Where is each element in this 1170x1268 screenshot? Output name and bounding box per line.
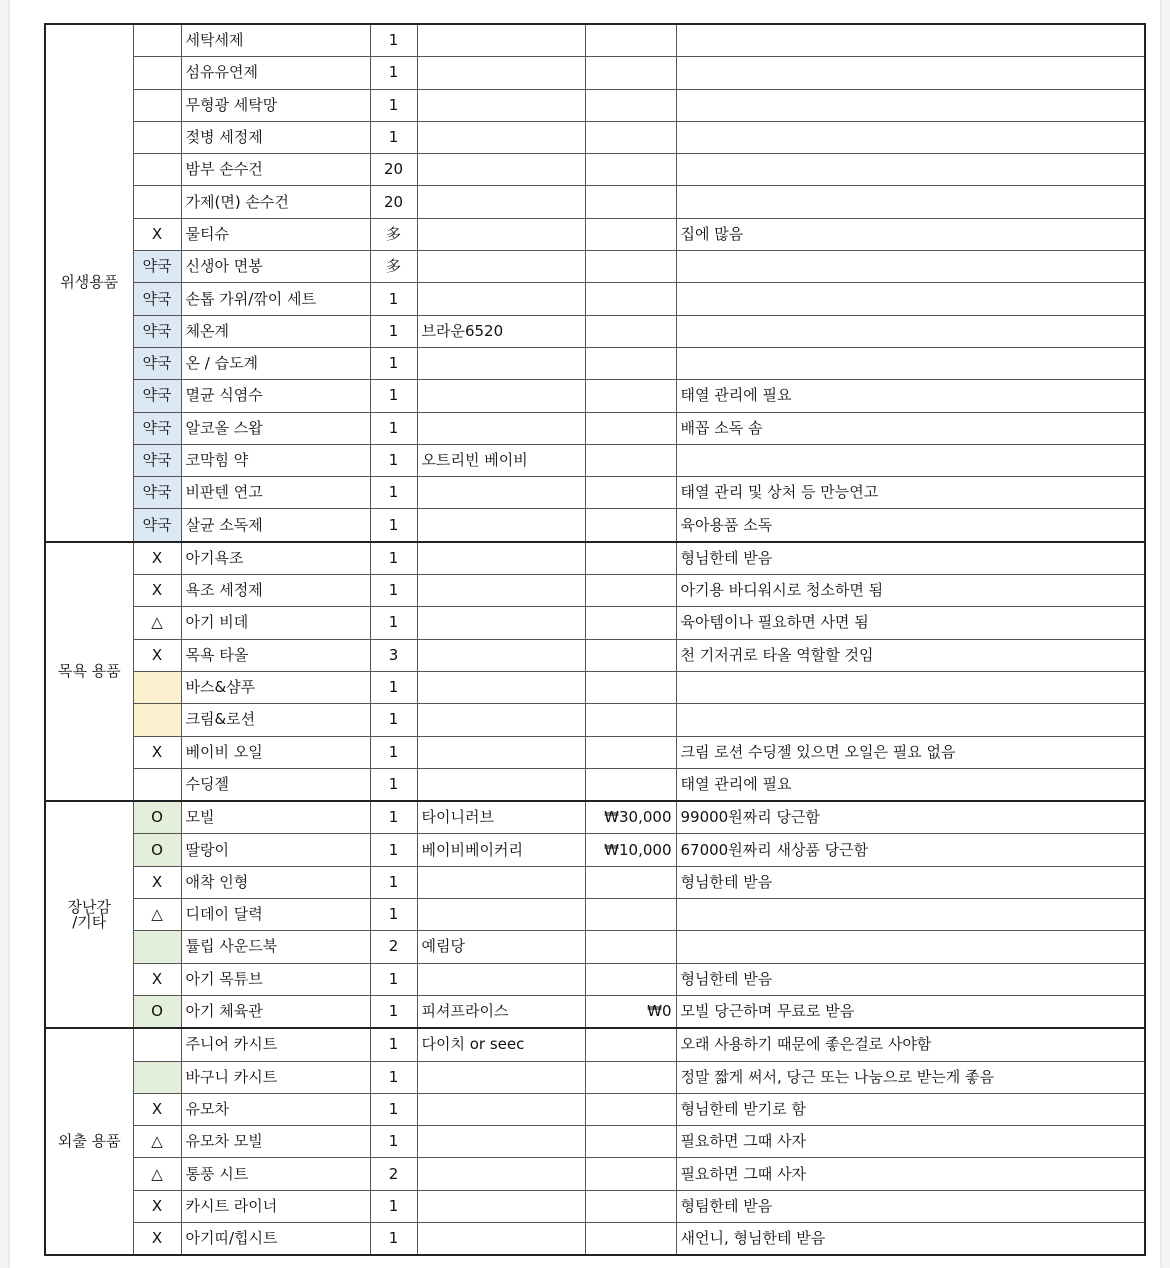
- table-row: [45, 283, 1145, 315]
- note-cell: [676, 24, 1145, 57]
- item-name-cell: 체온계: [181, 315, 370, 347]
- price-cell: [585, 575, 676, 607]
- item-name-cell: 통풍 시트: [181, 1158, 370, 1190]
- price-cell: [585, 899, 676, 931]
- table-row: [45, 57, 1145, 89]
- note-cell: [676, 347, 1145, 379]
- table-row: [45, 639, 1145, 671]
- item-name-cell: 아기 비데: [181, 607, 370, 639]
- note-cell: 형팀한테 받음: [676, 1190, 1145, 1222]
- price-cell: [585, 931, 676, 963]
- item-name-cell: 코막힘 약: [181, 444, 370, 476]
- price-cell: [585, 89, 676, 121]
- price-cell: [585, 671, 676, 703]
- status-mark-cell: 약국: [133, 315, 181, 347]
- price-cell: [585, 218, 676, 250]
- table-row: [45, 1222, 1145, 1255]
- quantity-cell: 1: [370, 899, 417, 931]
- brand-cell: [417, 899, 585, 931]
- brand-cell: [417, 1061, 585, 1093]
- status-mark-cell: [133, 89, 181, 121]
- price-cell: [585, 24, 676, 57]
- price-cell: [585, 121, 676, 153]
- item-name-cell: 가제(면) 손수건: [181, 186, 370, 218]
- item-name-cell: 아기띠/힙시트: [181, 1222, 370, 1255]
- note-cell: [676, 931, 1145, 963]
- note-cell: 아기용 바디워시로 청소하면 됨: [676, 575, 1145, 607]
- brand-cell: 예림당: [417, 931, 585, 963]
- brand-cell: [417, 1126, 585, 1158]
- category-cell: 장난감 /기타: [45, 801, 133, 1028]
- quantity-cell: 1: [370, 704, 417, 736]
- price-cell: [585, 1061, 676, 1093]
- table-row: [45, 963, 1145, 995]
- status-mark-cell: [133, 121, 181, 153]
- item-name-cell: 신생아 면봉: [181, 251, 370, 283]
- status-mark-cell: X: [133, 1190, 181, 1222]
- quantity-cell: 1: [370, 57, 417, 89]
- brand-cell: [417, 283, 585, 315]
- quantity-cell: 1: [370, 575, 417, 607]
- item-name-cell: 멸균 식염수: [181, 380, 370, 412]
- note-cell: [676, 154, 1145, 186]
- status-mark-cell: [133, 931, 181, 963]
- note-cell: [676, 315, 1145, 347]
- item-name-cell: 바스&샴푸: [181, 671, 370, 703]
- brand-cell: [417, 1093, 585, 1125]
- price-cell: [585, 1190, 676, 1222]
- status-mark-cell: X: [133, 639, 181, 671]
- item-name-cell: 비판텐 연고: [181, 477, 370, 509]
- item-name-cell: 살균 소독제: [181, 509, 370, 542]
- table-row: [45, 736, 1145, 768]
- brand-cell: [417, 347, 585, 379]
- price-cell: [585, 607, 676, 639]
- table-row: [45, 509, 1145, 542]
- quantity-cell: 1: [370, 607, 417, 639]
- brand-cell: [417, 186, 585, 218]
- quantity-cell: 1: [370, 801, 417, 834]
- quantity-cell: 3: [370, 639, 417, 671]
- status-mark-cell: 약국: [133, 380, 181, 412]
- status-mark-cell: 약국: [133, 477, 181, 509]
- item-name-cell: 무형광 세탁망: [181, 89, 370, 121]
- quantity-cell: 1: [370, 736, 417, 768]
- item-name-cell: 젖병 세정제: [181, 121, 370, 153]
- item-name-cell: 손톱 가위/깎이 세트: [181, 283, 370, 315]
- quantity-cell: 1: [370, 834, 417, 866]
- price-cell: [585, 444, 676, 476]
- note-cell: 67000원짜리 새상품 당근함: [676, 834, 1145, 866]
- quantity-cell: 1: [370, 768, 417, 801]
- brand-cell: 오트리빈 베이비: [417, 444, 585, 476]
- status-mark-cell: [133, 768, 181, 801]
- note-cell: 필요하면 그때 사자: [676, 1158, 1145, 1190]
- item-name-cell: 알코올 스왑: [181, 412, 370, 444]
- status-mark-cell: X: [133, 736, 181, 768]
- quantity-cell: 1: [370, 671, 417, 703]
- note-cell: 형님한테 받음: [676, 542, 1145, 575]
- status-mark-cell: X: [133, 866, 181, 898]
- item-name-cell: 유모차 모빌: [181, 1126, 370, 1158]
- price-cell: [585, 866, 676, 898]
- note-cell: 99000원짜리 당근함: [676, 801, 1145, 834]
- item-name-cell: 아기욕조: [181, 542, 370, 575]
- price-cell: [585, 154, 676, 186]
- note-cell: [676, 89, 1145, 121]
- status-mark-cell: X: [133, 1222, 181, 1255]
- note-cell: 새언니, 형님한테 받음: [676, 1222, 1145, 1255]
- note-cell: 모빌 당근하며 무료로 받음: [676, 995, 1145, 1028]
- price-cell: ₩30,000: [585, 801, 676, 834]
- table-row: [45, 186, 1145, 218]
- status-mark-cell: [133, 186, 181, 218]
- quantity-cell: 2: [370, 931, 417, 963]
- brand-cell: [417, 154, 585, 186]
- status-mark-cell: 약국: [133, 444, 181, 476]
- price-cell: [585, 1093, 676, 1125]
- note-cell: 형님한테 받음: [676, 963, 1145, 995]
- brand-cell: [417, 607, 585, 639]
- brand-cell: [417, 575, 585, 607]
- quantity-cell: 1: [370, 477, 417, 509]
- note-cell: 필요하면 그때 사자: [676, 1126, 1145, 1158]
- baby-items-table: [44, 23, 1146, 1256]
- table-row: [45, 801, 1145, 834]
- price-cell: [585, 412, 676, 444]
- status-mark-cell: △: [133, 607, 181, 639]
- status-mark-cell: O: [133, 801, 181, 834]
- quantity-cell: 20: [370, 154, 417, 186]
- item-name-cell: 디데이 달력: [181, 899, 370, 931]
- price-cell: [585, 963, 676, 995]
- table-row: [45, 477, 1145, 509]
- status-mark-cell: [133, 1028, 181, 1061]
- brand-cell: [417, 412, 585, 444]
- quantity-cell: 1: [370, 1028, 417, 1061]
- item-name-cell: 애착 인형: [181, 866, 370, 898]
- table-row: [45, 1126, 1145, 1158]
- status-mark-cell: X: [133, 1093, 181, 1125]
- table-row: [45, 24, 1145, 57]
- price-cell: [585, 542, 676, 575]
- price-cell: [585, 380, 676, 412]
- price-cell: [585, 704, 676, 736]
- table-row: [45, 671, 1145, 703]
- quantity-cell: 1: [370, 121, 417, 153]
- brand-cell: [417, 542, 585, 575]
- status-mark-cell: 약국: [133, 347, 181, 379]
- table-row: [45, 154, 1145, 186]
- quantity-cell: 1: [370, 89, 417, 121]
- item-name-cell: 유모차: [181, 1093, 370, 1125]
- table-row: [45, 347, 1145, 379]
- price-cell: [585, 186, 676, 218]
- table-row: [45, 251, 1145, 283]
- note-cell: 육아용품 소독: [676, 509, 1145, 542]
- price-cell: [585, 768, 676, 801]
- quantity-cell: 1: [370, 283, 417, 315]
- status-mark-cell: [133, 57, 181, 89]
- note-cell: 오래 사용하기 때문에 좋은걸로 사야함: [676, 1028, 1145, 1061]
- brand-cell: [417, 380, 585, 412]
- price-cell: [585, 639, 676, 671]
- quantity-cell: 1: [370, 347, 417, 379]
- note-cell: [676, 283, 1145, 315]
- quantity-cell: 1: [370, 412, 417, 444]
- brand-cell: [417, 24, 585, 57]
- quantity-cell: 多: [370, 251, 417, 283]
- brand-cell: 타이니러브: [417, 801, 585, 834]
- brand-cell: [417, 477, 585, 509]
- quantity-cell: 1: [370, 315, 417, 347]
- note-cell: 육아템이나 필요하면 사면 됨: [676, 607, 1145, 639]
- table-row: [45, 704, 1145, 736]
- brand-cell: [417, 768, 585, 801]
- item-name-cell: 수딩젤: [181, 768, 370, 801]
- price-cell: [585, 283, 676, 315]
- table-row: [45, 121, 1145, 153]
- quantity-cell: 1: [370, 963, 417, 995]
- table-row: [45, 1061, 1145, 1093]
- status-mark-cell: 약국: [133, 283, 181, 315]
- price-cell: [585, 509, 676, 542]
- quantity-cell: 1: [370, 1126, 417, 1158]
- quantity-cell: 1: [370, 542, 417, 575]
- brand-cell: 다이치 or seec: [417, 1028, 585, 1061]
- note-cell: 크림 로션 수딩젤 있으면 오일은 필요 없음: [676, 736, 1145, 768]
- note-cell: [676, 899, 1145, 931]
- status-mark-cell: △: [133, 899, 181, 931]
- note-cell: [676, 704, 1145, 736]
- quantity-cell: 1: [370, 509, 417, 542]
- item-name-cell: 주니어 카시트: [181, 1028, 370, 1061]
- price-cell: ₩10,000: [585, 834, 676, 866]
- note-cell: 태열 관리에 필요: [676, 380, 1145, 412]
- item-name-cell: 튤립 사운드북: [181, 931, 370, 963]
- brand-cell: [417, 509, 585, 542]
- quantity-cell: 1: [370, 1222, 417, 1255]
- brand-cell: 베이비베이커리: [417, 834, 585, 866]
- note-cell: 배꼽 소독 솜: [676, 412, 1145, 444]
- table-row: [45, 89, 1145, 121]
- item-name-cell: 아기 목튜브: [181, 963, 370, 995]
- item-name-cell: 온 / 습도계: [181, 347, 370, 379]
- quantity-cell: 1: [370, 444, 417, 476]
- price-cell: [585, 477, 676, 509]
- category-cell: 위생용품: [45, 24, 133, 542]
- spreadsheet-page: [10, 0, 1160, 1268]
- item-name-cell: 섬유유연제: [181, 57, 370, 89]
- table-row: [45, 995, 1145, 1028]
- price-cell: [585, 57, 676, 89]
- note-cell: [676, 121, 1145, 153]
- quantity-cell: 1: [370, 24, 417, 57]
- quantity-cell: 1: [370, 866, 417, 898]
- status-mark-cell: [133, 154, 181, 186]
- item-name-cell: 물티슈: [181, 218, 370, 250]
- table-row: [45, 380, 1145, 412]
- table-row: [45, 1190, 1145, 1222]
- brand-cell: [417, 218, 585, 250]
- table-row: [45, 768, 1145, 801]
- status-mark-cell: △: [133, 1126, 181, 1158]
- brand-cell: [417, 639, 585, 671]
- note-cell: [676, 444, 1145, 476]
- price-cell: [585, 1222, 676, 1255]
- note-cell: [676, 57, 1145, 89]
- price-cell: [585, 1158, 676, 1190]
- item-name-cell: 카시트 라이너: [181, 1190, 370, 1222]
- note-cell: 정말 짧게 써서, 당근 또는 나눔으로 받는게 좋음: [676, 1061, 1145, 1093]
- status-mark-cell: 약국: [133, 412, 181, 444]
- table-row: [45, 607, 1145, 639]
- table-row: [45, 931, 1145, 963]
- category-cell: 외출 용품: [45, 1028, 133, 1255]
- note-cell: [676, 671, 1145, 703]
- brand-cell: 피셔프라이스: [417, 995, 585, 1028]
- table-row: [45, 1158, 1145, 1190]
- item-name-cell: 밤부 손수건: [181, 154, 370, 186]
- status-mark-cell: O: [133, 995, 181, 1028]
- brand-cell: [417, 1222, 585, 1255]
- price-cell: [585, 315, 676, 347]
- table-row: [45, 315, 1145, 347]
- item-name-cell: 크림&로션: [181, 704, 370, 736]
- brand-cell: [417, 89, 585, 121]
- table-row: [45, 834, 1145, 866]
- price-cell: [585, 1028, 676, 1061]
- brand-cell: [417, 736, 585, 768]
- brand-cell: [417, 866, 585, 898]
- quantity-cell: 1: [370, 995, 417, 1028]
- note-cell: 집에 많음: [676, 218, 1145, 250]
- quantity-cell: 1: [370, 380, 417, 412]
- table-row: [45, 866, 1145, 898]
- item-name-cell: 모빌: [181, 801, 370, 834]
- brand-cell: [417, 704, 585, 736]
- category-cell: 목욕 용품: [45, 542, 133, 801]
- note-cell: 태열 관리에 필요: [676, 768, 1145, 801]
- quantity-cell: 1: [370, 1061, 417, 1093]
- quantity-cell: 多: [370, 218, 417, 250]
- price-cell: [585, 347, 676, 379]
- quantity-cell: 1: [370, 1093, 417, 1125]
- table-row: [45, 444, 1145, 476]
- brand-cell: 브라운6520: [417, 315, 585, 347]
- note-cell: [676, 251, 1145, 283]
- brand-cell: [417, 57, 585, 89]
- status-mark-cell: X: [133, 218, 181, 250]
- item-name-cell: 아기 체육관: [181, 995, 370, 1028]
- brand-cell: [417, 251, 585, 283]
- table-row: [45, 899, 1145, 931]
- status-mark-cell: [133, 1061, 181, 1093]
- status-mark-cell: [133, 24, 181, 57]
- status-mark-cell: [133, 704, 181, 736]
- quantity-cell: 20: [370, 186, 417, 218]
- status-mark-cell: X: [133, 575, 181, 607]
- price-cell: [585, 1126, 676, 1158]
- item-name-cell: 목욕 타올: [181, 639, 370, 671]
- table-row: [45, 412, 1145, 444]
- status-mark-cell: △: [133, 1158, 181, 1190]
- note-cell: [676, 186, 1145, 218]
- table-row: [45, 1093, 1145, 1125]
- price-cell: [585, 251, 676, 283]
- status-mark-cell: X: [133, 963, 181, 995]
- table-row: [45, 218, 1145, 250]
- note-cell: 형님한테 받음: [676, 866, 1145, 898]
- price-cell: [585, 736, 676, 768]
- item-name-cell: 세탁세제: [181, 24, 370, 57]
- note-cell: 태열 관리 및 상처 등 만능연고: [676, 477, 1145, 509]
- item-name-cell: 욕조 세정제: [181, 575, 370, 607]
- table-row: [45, 1028, 1145, 1061]
- item-name-cell: 딸랑이: [181, 834, 370, 866]
- quantity-cell: 1: [370, 1190, 417, 1222]
- table-row: [45, 575, 1145, 607]
- note-cell: 천 기저귀로 타올 역할할 것임: [676, 639, 1145, 671]
- brand-cell: [417, 963, 585, 995]
- status-mark-cell: O: [133, 834, 181, 866]
- item-name-cell: 베이비 오일: [181, 736, 370, 768]
- brand-cell: [417, 671, 585, 703]
- status-mark-cell: 약국: [133, 509, 181, 542]
- table-row: [45, 542, 1145, 575]
- note-cell: 형님한테 받기로 함: [676, 1093, 1145, 1125]
- quantity-cell: 2: [370, 1158, 417, 1190]
- status-mark-cell: X: [133, 542, 181, 575]
- brand-cell: [417, 1190, 585, 1222]
- price-cell: ₩0: [585, 995, 676, 1028]
- brand-cell: [417, 1158, 585, 1190]
- status-mark-cell: [133, 671, 181, 703]
- item-name-cell: 바구니 카시트: [181, 1061, 370, 1093]
- status-mark-cell: 약국: [133, 251, 181, 283]
- brand-cell: [417, 121, 585, 153]
